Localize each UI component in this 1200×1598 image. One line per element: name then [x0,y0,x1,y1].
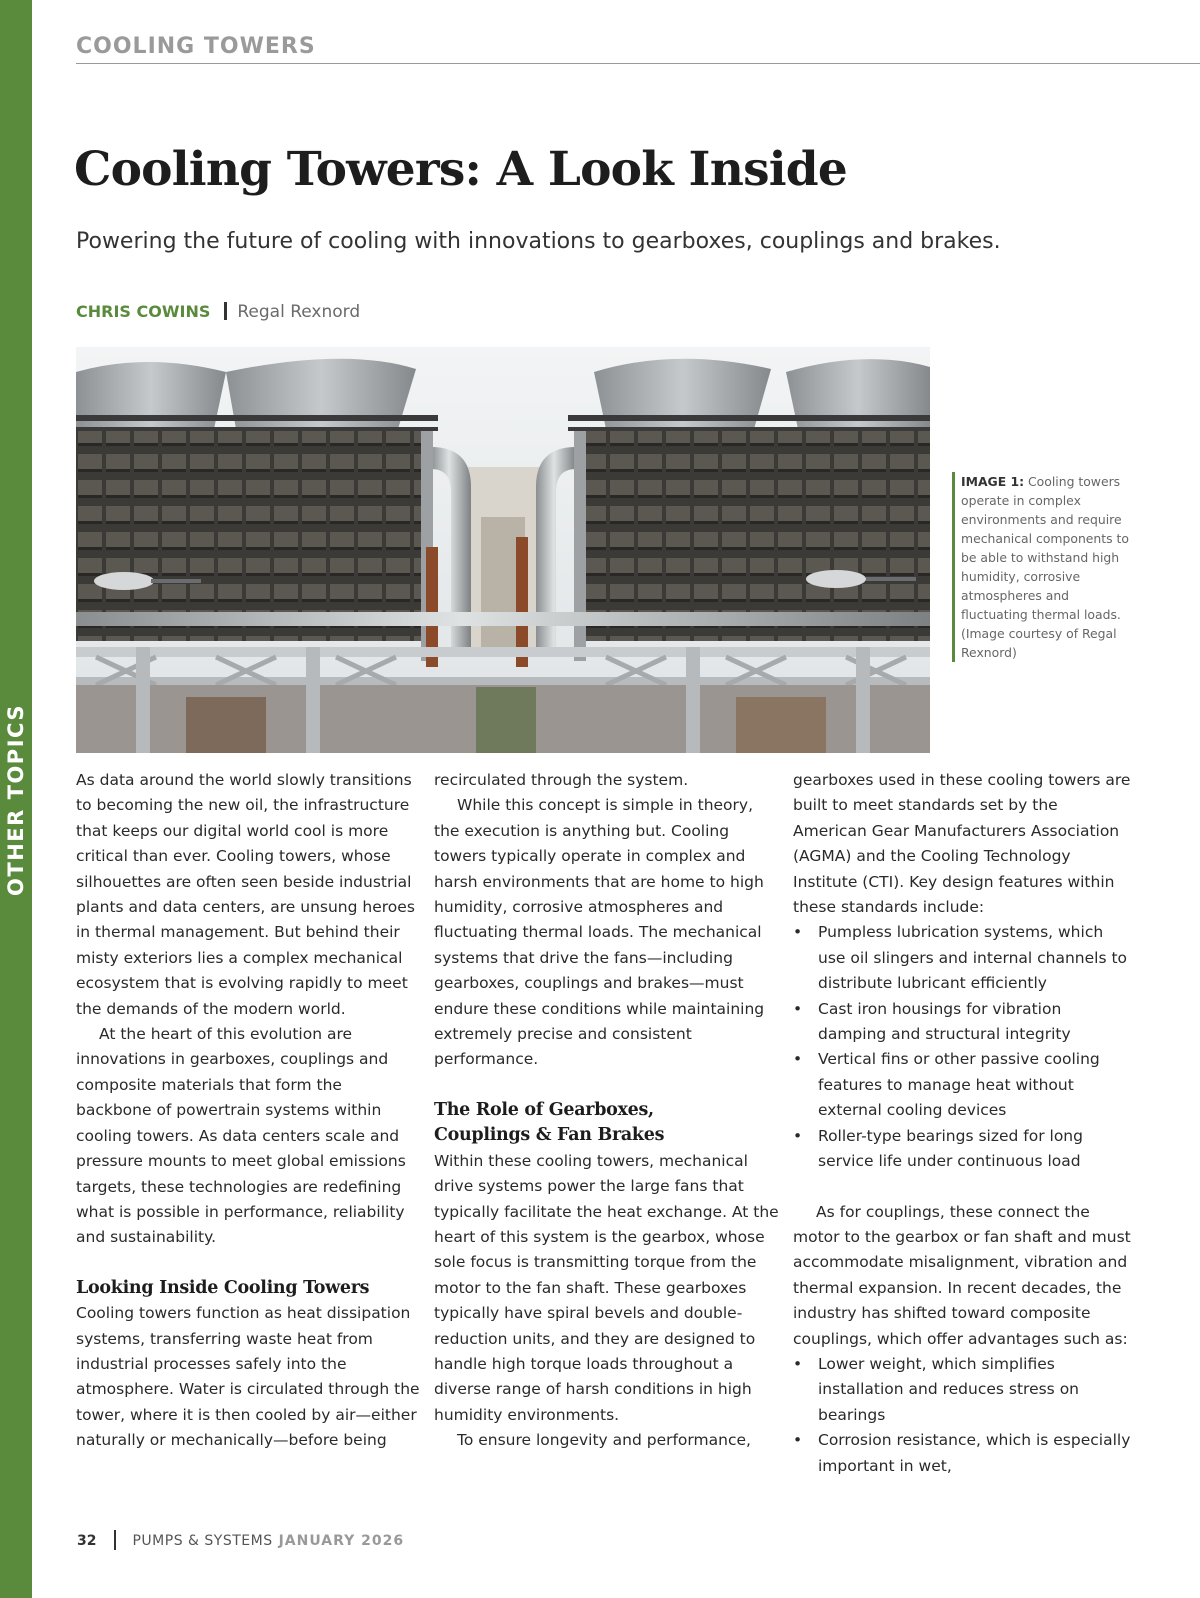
byline [76,302,360,322]
sidebar-band [0,0,32,1598]
body-column-2 [434,768,779,1454]
list-item: • Lower weight, which simplifies installation and reduces stress on bearings [793,1352,1133,1428]
spacer [76,1251,421,1276]
caption-label: IMAGE 1: [961,474,1025,489]
author-company: Regal Rexnord [237,302,361,322]
coupling-advantages-list [793,1352,1133,1479]
section-tag: COOLING TOWERS [76,34,316,59]
heading-line: The Role of Gearboxes, [434,1099,654,1120]
paragraph: While this concept is simple in theory, the execution is anything but. Cooling towers typically operate in complex and harsh environments that are home to high humidity, corrosive atmospheres and fluctuating thermal loads. The mechanical systems that drive the fans—including gearboxes, couplings and brakes—must endure these conditions while maintaining extremely precise and consistent performance. [434,796,765,1069]
list-item: • Corrosion resistance, which is especially important in wet, [793,1428,1133,1479]
paragraph: Cooling towers function as heat dissipation systems, transferring waste heat from industrial processes safely into the atmosphere. Water is circulated through the tower, where it is then cooled by air—either naturally or mechanically—before being [76,1304,420,1450]
paragraph: Within these cooling towers, mechanical drive systems power the large fans that typically facilitate the heat exchange. At the heart of this system is the gearbox, whose sole focus is transmitting torque from the motor to the fan shaft. These gearboxes typically have spiral bevels and double-reduction units, and they are designed to handle high torque loads throughout a diverse range of harsh conditions in high humidity environments. [434,1151,779,1424]
sidebar-label [0,700,32,900]
spacer [793,1175,1133,1200]
author-name: CHRIS COWINS [76,302,211,321]
cooling-towers-photo [76,347,930,753]
page-number: 32 [77,1533,97,1549]
list-item: • Pumpless lubrication systems, which use oil slingers and internal channels to distribute lubricant efficiently [793,920,1133,996]
spacer [434,1073,779,1098]
list-item: • Cast iron housings for vibration damping and structural integrity [793,997,1133,1048]
paragraph: gearboxes used in these cooling towers are built to meet standards set by the American Gear Manufacturers Association (AGMA) and the Cooling Technology Institute (CTI). Key design features within these standards include: [793,771,1131,917]
publication-name: PUMPS & SYSTEMS [132,1533,273,1549]
caption-text: Cooling towers operate in complex environments and require mechanical components to be able to withstand high humidity, corrosive atmospheres and fluctuating thermal loads. (Image courtesy of Regal Rexnord) [961,474,1129,660]
section-heading-looking-inside: Looking Inside Cooling Towers [76,1277,370,1298]
page-footer [77,1530,404,1550]
article-subtitle: Powering the future of cooling with innovations to gearboxes, couplings and brakes. [76,229,1001,254]
heading-line: Couplings & Fan Brakes [434,1125,665,1146]
sidebar-label-text: OTHER TOPICS [4,704,28,896]
paragraph: recirculated through the system. [434,771,689,789]
section-heading-role-of-gearboxes [434,1098,779,1149]
cooling-towers-illustration [76,347,930,753]
gearbox-features-list [793,920,1133,1174]
article-title: Cooling Towers: A Look Inside [74,142,847,197]
section-divider [76,63,1200,64]
issue-date: JANUARY 2026 [278,1533,405,1549]
footer-divider [114,1530,116,1550]
paragraph: To ensure longevity and performance, [457,1431,751,1450]
list-item: • Vertical fins or other passive cooling features to manage heat without external cooling devices [793,1047,1133,1123]
image-caption [952,472,1131,662]
paragraph: As for couplings, these connect the motor to the gearbox or fan shaft and must accommodate misalignment, vibration and thermal expansion. In recent decades, the industry has shifted toward composite couplings, which offer advantages such as: [793,1202,1131,1348]
byline-divider [224,302,227,320]
list-item: • Roller-type bearings sized for long service life under continuous load [793,1124,1133,1175]
body-column-1 [76,768,421,1454]
body-column-3 [793,768,1133,1479]
paragraph: At the heart of this evolution are innovations in gearboxes, couplings and composite materials that form the backbone of powertrain systems within cooling towers. As data centers scale and pressure mounts to meet global emissions targets, these technologies are redefining what is possible in performance, reliability and sustainability. [76,1025,406,1247]
paragraph: As data around the world slowly transitions to becoming the new oil, the infrastructure that keeps our digital world cool is more critical than ever. Cooling towers, whose silhouettes are often seen beside industrial plants and data centers, are unsung heroes in thermal management. But behind their misty exteriors lies a complex mechanical ecosystem that is evolving rapidly to meet the demands of the modern world. [76,771,415,1018]
